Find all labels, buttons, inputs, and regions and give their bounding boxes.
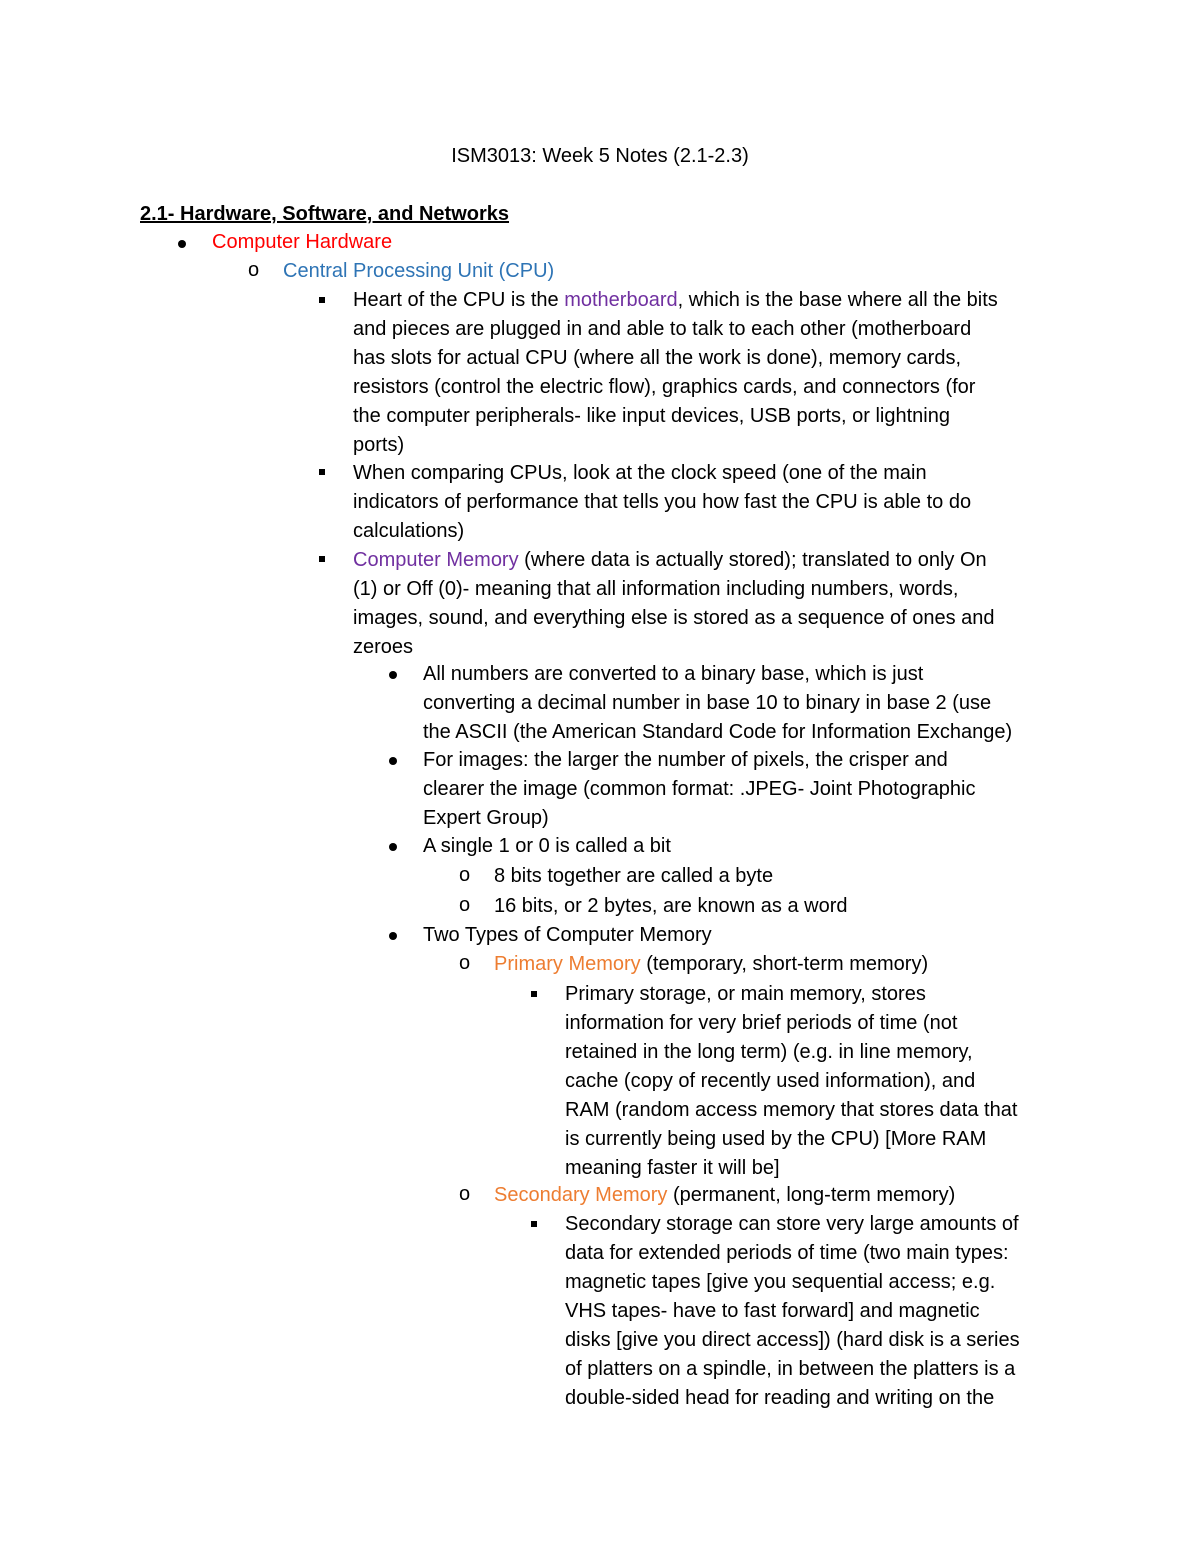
motherboard-highlight: motherboard bbox=[564, 289, 678, 311]
item-line: (1) or Off (0)- meaning that all information including numbers, words, bbox=[353, 578, 959, 600]
item-text: (temporary, short-term memory) bbox=[640, 953, 929, 975]
bullet-icon bbox=[178, 240, 186, 248]
item-line: the computer peripherals- like input devices, USB ports, or lightning bbox=[353, 405, 950, 427]
item-line: For images: the larger the number of pixels, the crisper and bbox=[423, 749, 948, 771]
item-line: calculations) bbox=[353, 520, 465, 542]
item-line: double-sided head for reading and writing on the bbox=[565, 1387, 995, 1409]
item-lead-text: Heart of the CPU is the bbox=[353, 289, 565, 311]
list-item-images bbox=[423, 746, 975, 833]
item-line: Expert Group) bbox=[423, 807, 549, 829]
square-bullet-icon bbox=[531, 1221, 537, 1227]
square-bullet-icon bbox=[319, 556, 325, 562]
list-item-motherboard bbox=[353, 286, 998, 460]
item-line: cache (copy of recently used information), and bbox=[565, 1070, 976, 1092]
item-line: When comparing CPUs, look at the clock speed (one of the main bbox=[353, 462, 927, 484]
secondary-memory-highlight: Secondary Memory bbox=[494, 1184, 668, 1206]
list-item-primary-storage bbox=[565, 980, 1017, 1183]
item-line: is currently being used by the CPU) [More RAM bbox=[565, 1128, 987, 1150]
item-line: magnetic tapes [give you sequential access; e.g. bbox=[565, 1271, 996, 1293]
list-item-byte: 8 bits together are called a byte bbox=[494, 865, 774, 887]
item-line: information for very brief periods of time (not bbox=[565, 1012, 958, 1034]
item-line: All numbers are converted to a binary base, which is just bbox=[423, 663, 924, 685]
item-line: resistors (control the electric flow), graphics cards, and connectors (for bbox=[353, 376, 976, 398]
list-item-primary-memory bbox=[494, 950, 928, 979]
circle-bullet-icon: o bbox=[459, 1183, 471, 1205]
item-line: the ASCII (the American Standard Code for Information Exchange) bbox=[423, 721, 1013, 743]
item-line: disks [give you direct access]) (hard disk is a series bbox=[565, 1329, 1020, 1351]
bullet-icon bbox=[389, 843, 397, 851]
item-line: data for extended periods of time (two main types: bbox=[565, 1242, 1009, 1264]
section-heading: 2.1- Hardware, Software, and Networks bbox=[140, 203, 510, 225]
item-text: (where data is actually stored); translated to only On bbox=[518, 549, 987, 571]
circle-bullet-icon: o bbox=[459, 952, 471, 974]
item-text: (permanent, long-term memory) bbox=[667, 1184, 956, 1206]
item-line: Secondary storage can store very large amounts of bbox=[565, 1213, 1019, 1235]
list-item-computer-memory bbox=[353, 546, 995, 662]
item-line: RAM (random access memory that stores data that bbox=[565, 1099, 1018, 1121]
square-bullet-icon bbox=[319, 297, 325, 303]
item-line: retained in the long term) (e.g. in line memory, bbox=[565, 1041, 973, 1063]
circle-bullet-icon: o bbox=[248, 259, 260, 281]
item-line: ports) bbox=[353, 434, 405, 456]
document-title: ISM3013: Week 5 Notes (2.1-2.3) bbox=[451, 145, 749, 167]
circle-bullet-icon: o bbox=[459, 864, 471, 886]
item-line: Primary storage, or main memory, stores bbox=[565, 983, 926, 1005]
list-item-secondary-memory bbox=[494, 1181, 955, 1210]
list-item-cpu: Central Processing Unit (CPU) bbox=[283, 260, 555, 282]
square-bullet-icon bbox=[531, 991, 537, 997]
item-text: , which is the base where all the bits bbox=[677, 289, 998, 311]
list-item-computer-hardware: Computer Hardware bbox=[212, 231, 393, 253]
list-item-bit: A single 1 or 0 is called a bit bbox=[423, 835, 671, 857]
list-item-word: 16 bits, or 2 bytes, are known as a word bbox=[494, 895, 848, 917]
list-item-binary bbox=[423, 660, 1012, 747]
bullet-icon bbox=[389, 932, 397, 940]
item-line: has slots for actual CPU (where all the work is done), memory cards, bbox=[353, 347, 961, 369]
item-line: indicators of performance that tells you how fast the CPU is able to do bbox=[353, 491, 972, 513]
item-line: of platters on a spindle, in between the platters is a bbox=[565, 1358, 1016, 1380]
square-bullet-icon bbox=[319, 469, 325, 475]
list-item-clock-speed bbox=[353, 459, 971, 546]
item-line: images, sound, and everything else is stored as a sequence of ones and bbox=[353, 607, 995, 629]
circle-bullet-icon: o bbox=[459, 894, 471, 916]
item-line: clearer the image (common format: .JPEG- Joint Photographic bbox=[423, 778, 976, 800]
item-line: zeroes bbox=[353, 636, 414, 658]
item-line: meaning faster it will be] bbox=[565, 1157, 780, 1179]
list-item-two-types: Two Types of Computer Memory bbox=[423, 924, 712, 946]
bullet-icon bbox=[389, 671, 397, 679]
bullet-icon bbox=[389, 757, 397, 765]
list-item-secondary-storage bbox=[565, 1210, 1020, 1413]
primary-memory-highlight: Primary Memory bbox=[494, 953, 641, 975]
item-line: VHS tapes- have to fast forward] and magnetic bbox=[565, 1300, 980, 1322]
item-line: converting a decimal number in base 10 to binary in base 2 (use bbox=[423, 692, 992, 714]
item-line: and pieces are plugged in and able to talk to each other (motherboard bbox=[353, 318, 972, 340]
computer-memory-highlight: Computer Memory bbox=[353, 549, 519, 571]
